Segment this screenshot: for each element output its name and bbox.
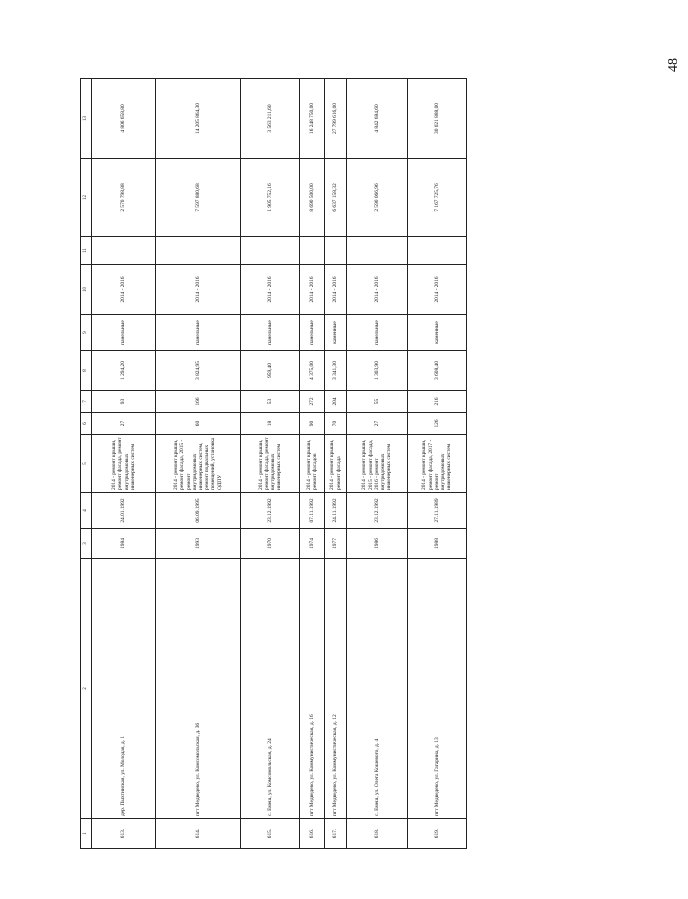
cell-date: 23.12.1992 bbox=[347, 493, 408, 529]
cell-work-description: 2014 - ремонт крыши, ремонт фасада, ремонт внутридомовых инженерных систем bbox=[92, 435, 156, 493]
cell-wall-material: каменные bbox=[325, 315, 347, 351]
cell-period: 2014 - 2016 bbox=[347, 265, 408, 315]
cell-row-number: 613. bbox=[92, 819, 156, 849]
cell-build-year: 1974 bbox=[300, 529, 325, 559]
cell-row-number: 617. bbox=[325, 819, 347, 849]
cell-wall-material: панельные bbox=[241, 315, 300, 351]
table-row bbox=[300, 79, 325, 849]
cell-cost: 2 570 798,88 bbox=[92, 159, 156, 237]
table-row bbox=[347, 79, 408, 849]
cell-period: 2014 - 2016 bbox=[156, 265, 241, 315]
cell-apartments: 27 bbox=[92, 413, 156, 435]
table-row bbox=[92, 79, 156, 849]
cell-build-year: 1986 bbox=[347, 529, 408, 559]
cell-date: 24.01.1992 bbox=[92, 493, 156, 529]
cell-residents: 55 bbox=[347, 391, 408, 413]
column-header-10: 10 bbox=[81, 265, 92, 315]
cell-column-11 bbox=[300, 237, 325, 265]
cell-cost: 7 597 880,68 bbox=[156, 159, 241, 237]
cell-address: пгт Медведево, ул. Коммунистическая, д. 16 bbox=[300, 559, 325, 819]
table-row bbox=[241, 79, 300, 849]
table-body bbox=[92, 79, 467, 849]
cell-build-year: 1988 bbox=[408, 529, 467, 559]
cell-build-year: 1993 bbox=[156, 529, 241, 559]
cell-area: 3 608,40 bbox=[408, 351, 467, 391]
column-header-13: 13 bbox=[81, 79, 92, 159]
cell-address: с. Емеш, ул. Олега Кошевого, д. 4 bbox=[347, 559, 408, 819]
cell-apartments: 90 bbox=[300, 413, 325, 435]
cell-build-year: 1977 bbox=[325, 529, 347, 559]
cell-column-11 bbox=[325, 237, 347, 265]
cell-apartments: 27 bbox=[347, 413, 408, 435]
cell-apartments: 60 bbox=[156, 413, 241, 435]
repair-program-table bbox=[80, 78, 467, 849]
cell-residents: 216 bbox=[408, 391, 467, 413]
cell-total-cost: 4 842 684,60 bbox=[347, 79, 408, 159]
cell-wall-material: каменные bbox=[408, 315, 467, 351]
cell-area: 3 824,95 bbox=[156, 351, 241, 391]
cell-address: дер. Пыхтинская, ул. Молодая, д. 1 bbox=[92, 559, 156, 819]
column-header-4: 4 bbox=[81, 493, 92, 529]
cell-area: 1 303,90 bbox=[347, 351, 408, 391]
column-header-2: 2 bbox=[81, 559, 92, 819]
cell-address: пгт Медведево, ул. Комсомольская, д. 36 bbox=[156, 559, 241, 819]
cell-area: 1 294,20 bbox=[92, 351, 156, 391]
cell-cost: 1 905 752,16 bbox=[241, 159, 300, 237]
cell-column-11 bbox=[408, 237, 467, 265]
header-row bbox=[81, 79, 92, 849]
column-header-12: 12 bbox=[81, 159, 92, 237]
cell-residents: 272 bbox=[300, 391, 325, 413]
cell-period: 2014 - 2016 bbox=[325, 265, 347, 315]
cell-address: с. Емеш, ул. Комсомольская, д. 24 bbox=[241, 559, 300, 819]
cell-build-year: 1984 bbox=[92, 529, 156, 559]
cell-total-cost: 27 799 616,00 bbox=[325, 79, 347, 159]
cell-wall-material: панельные bbox=[300, 315, 325, 351]
cell-date: 24.11.1992 bbox=[325, 493, 347, 529]
cell-column-11 bbox=[241, 237, 300, 265]
cell-area: 959,40 bbox=[241, 351, 300, 391]
cell-wall-material: панельные bbox=[347, 315, 408, 351]
cell-work-description: 2014 - ремонт крыши, ремонт фасада bbox=[325, 435, 347, 493]
cell-wall-material: панельные bbox=[92, 315, 156, 351]
cell-date: 06.09.1995 bbox=[156, 493, 241, 529]
cell-apartments: 70 bbox=[325, 413, 347, 435]
table-row bbox=[408, 79, 467, 849]
cell-apartments: 126 bbox=[408, 413, 467, 435]
cell-row-number: 616. bbox=[300, 819, 325, 849]
cell-date: 23.12.1992 bbox=[241, 493, 300, 529]
column-header-6: 6 bbox=[81, 413, 92, 435]
cell-period: 2014 - 2016 bbox=[408, 265, 467, 315]
cell-column-11 bbox=[92, 237, 156, 265]
cell-total-cost: 14 205 864,30 bbox=[156, 79, 241, 159]
cell-address: пгт Медведево, ул. Гагарина, д. 13 bbox=[408, 559, 467, 819]
cell-work-description: 2014 - ремонт крыши, ремонт фасадов bbox=[300, 435, 325, 493]
cell-period: 2014 - 2016 bbox=[92, 265, 156, 315]
cell-column-11 bbox=[156, 237, 241, 265]
cell-wall-material: панельные bbox=[156, 315, 241, 351]
cell-residents: 166 bbox=[156, 391, 241, 413]
column-header-5: 5 bbox=[81, 435, 92, 493]
column-header-1: 1 bbox=[81, 819, 92, 849]
cell-work-description: 2014 - ремонт крыши, ремонт фасада, 2017 - ремонт внутридомовых инженерных систем bbox=[408, 435, 467, 493]
cell-work-description: 2014 - ремонт крыши, ремонт фасада, 2015 - ремонт внутридомовых инженерных систем, ремонт подвальных помещений, установка ОДПУ bbox=[156, 435, 241, 493]
cell-apartments: 18 bbox=[241, 413, 300, 435]
column-header-3: 3 bbox=[81, 529, 92, 559]
cell-cost: 8 690 500,00 bbox=[300, 159, 325, 237]
cell-date: 27.11.1989 bbox=[408, 493, 467, 529]
rotated-table-container bbox=[80, 79, 510, 849]
cell-date: 07.11.1992 bbox=[300, 493, 325, 529]
column-header-9: 9 bbox=[81, 315, 92, 351]
cell-residents: 204 bbox=[325, 391, 347, 413]
table-row bbox=[325, 79, 347, 849]
cell-total-cost: 16 248 750,00 bbox=[300, 79, 325, 159]
cell-cost: 6 637 158,32 bbox=[325, 159, 347, 237]
cell-row-number: 618. bbox=[347, 819, 408, 849]
cell-period: 2014 - 2016 bbox=[300, 265, 325, 315]
column-header-8: 8 bbox=[81, 351, 92, 391]
column-header-11: 11 bbox=[81, 237, 92, 265]
cell-area: 4 375,00 bbox=[300, 351, 325, 391]
column-header-7: 7 bbox=[81, 391, 92, 413]
cell-area: 3 341,30 bbox=[325, 351, 347, 391]
cell-total-cost: 3 563 211,60 bbox=[241, 79, 300, 159]
cell-cost: 7 167 725,76 bbox=[408, 159, 467, 237]
cell-residents: 53 bbox=[241, 391, 300, 413]
cell-column-11 bbox=[347, 237, 408, 265]
cell-period: 2014 - 2016 bbox=[241, 265, 300, 315]
cell-total-cost: 4 806 658,80 bbox=[92, 79, 156, 159]
cell-row-number: 614. bbox=[156, 819, 241, 849]
cell-work-description: 2014 - ремонт крыши, 2015 - ремонт фасада, 2016 - ремонт внутридомовых инженерных систем bbox=[347, 435, 408, 493]
page-number: 48 bbox=[666, 58, 681, 72]
cell-build-year: 1970 bbox=[241, 529, 300, 559]
cell-total-cost: 30 021 888,00 bbox=[408, 79, 467, 159]
table-row bbox=[156, 79, 241, 849]
cell-work-description: 2014 - ремонт крыши, ремонт фасада, ремонт внутридомовых инженерных систем bbox=[241, 435, 300, 493]
cell-cost: 2 590 066,96 bbox=[347, 159, 408, 237]
cell-row-number: 615. bbox=[241, 819, 300, 849]
cell-residents: 93 bbox=[92, 391, 156, 413]
cell-address: пгт Медведево, ул. Коммунистическая, д. 12 bbox=[325, 559, 347, 819]
cell-row-number: 619. bbox=[408, 819, 467, 849]
